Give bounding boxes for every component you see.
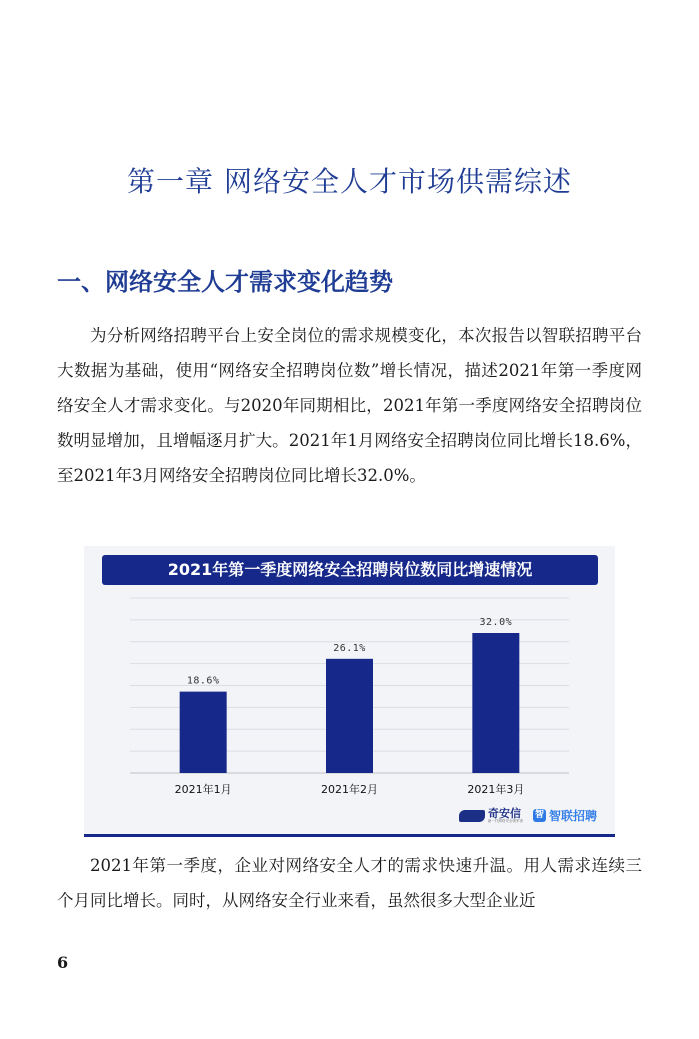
bar-chart	[84, 546, 615, 834]
bar-value-label: 18.6%	[186, 675, 220, 687]
zhilian-logo-icon: 智	[534, 810, 544, 820]
x-tick-label: 2021年3月	[467, 783, 525, 796]
page-number: 6	[57, 953, 69, 972]
bar	[180, 692, 227, 773]
x-tick-label: 2021年1月	[174, 783, 232, 796]
body-paragraph-2: 2021年第一季度，企业对网络安全人才的需求快速升温。用人需求连续三个月同比增长。同时，从网络安全行业来看，虽然很多大型企业近	[57, 856, 642, 910]
bar-value-label: 26.1%	[333, 642, 366, 654]
bar	[326, 659, 373, 773]
section-title: 一、网络安全人才需求变化趋势	[57, 268, 393, 296]
zhilian-logo-name: 智联招聘	[548, 809, 597, 823]
logo-group	[459, 807, 597, 824]
bar	[472, 633, 519, 773]
chart-container	[84, 546, 615, 837]
qianxin-logo-tagline: 新一代网络安全领军者	[487, 818, 523, 823]
body-paragraph-1: 为分析网络招聘平台上安全岗位的需求规模变化，本次报告以智联招聘平台大数据为基础，使用“网络安全招聘岗位数”增长情况，描述2021年第一季度网络安全人才需求变化。与2020年同期相比，2021年第一季度网络安全招聘岗位数明显增加，且增幅逐月扩大。2021年1月网络安全招聘岗位同比增长18.6%，至2021年3月网络安全招聘岗位同比增长32.0%。	[57, 326, 642, 485]
chapter-title: 第一章 网络安全人才市场供需综述	[127, 165, 572, 198]
chart-title: 2021年第一季度网络安全招聘岗位数同比增速情况	[102, 555, 598, 585]
qianxin-logo-icon	[459, 810, 485, 822]
qianxin-logo	[459, 808, 523, 824]
bar-value-label: 32.0%	[479, 617, 513, 628]
x-tick-label: 2021年2月	[321, 783, 378, 796]
zhilian-logo	[533, 807, 597, 824]
qianxin-logo-name: 奇安信	[487, 806, 521, 820]
